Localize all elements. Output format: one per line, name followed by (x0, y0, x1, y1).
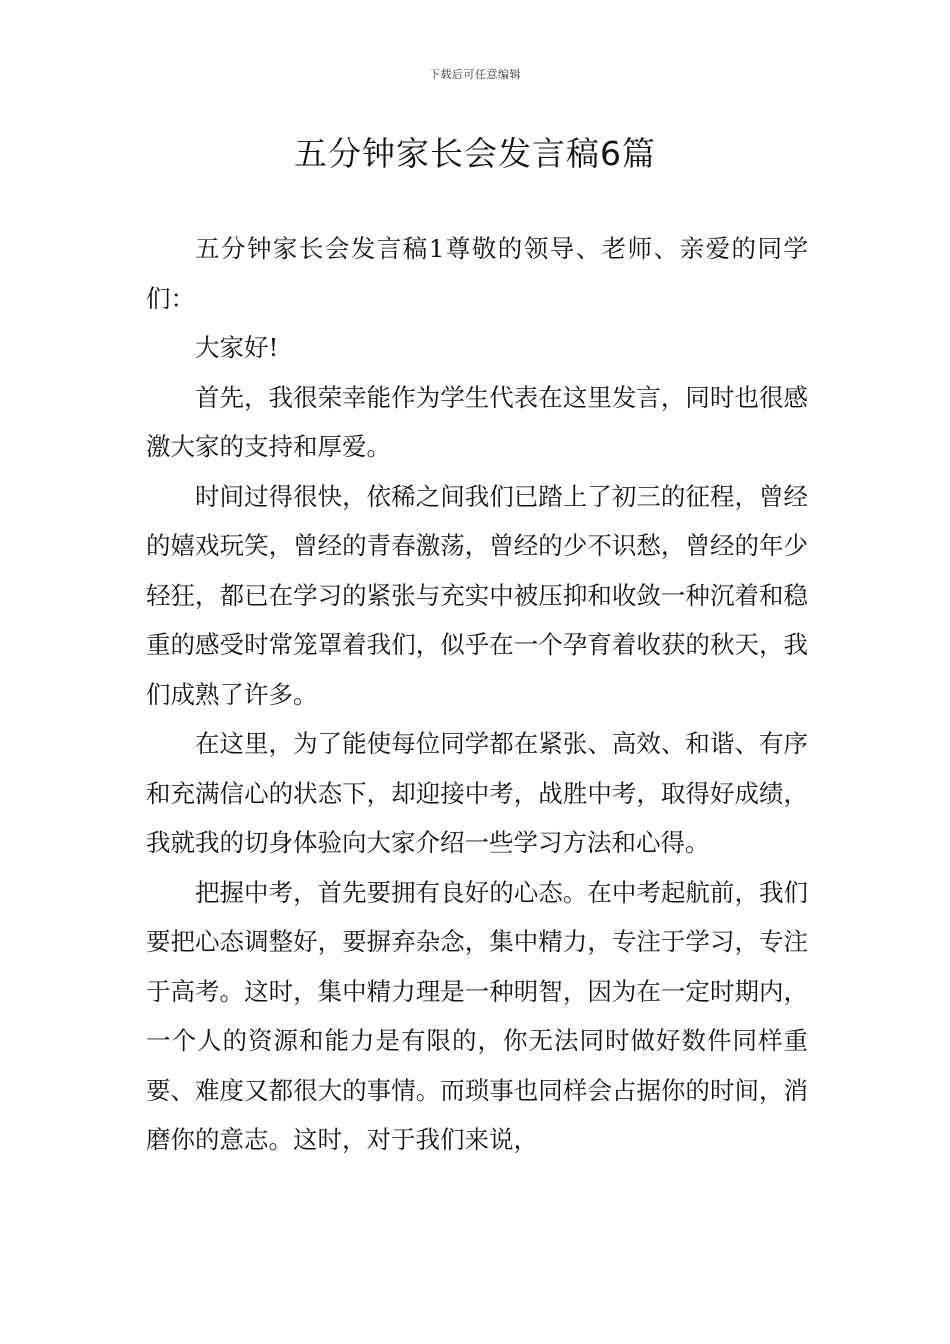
paragraph-greeting: 五分钟家长会发言稿1尊敬的领导、老师、亲爱的同学们： (146, 234, 808, 313)
paragraph-mindset: 把握中考，首先要拥有良好的心态。在中考起航前，我们要把心态调整好，要摒弃杂念，集中精力，专注于学习，专注于高考。这时，集中精力理是一种明智，因为在一定时期内，一个人的资源和能力是有限的，你无法同时做好数件同样重要、难度又都很大的事情。而琐事也同样会占据你的时间，消磨你的意志。这时，对于我们来说， (146, 877, 808, 1154)
header-note: 下载后可任意编辑 (429, 68, 521, 81)
paragraph-intro: 首先，我很荣幸能作为学生代表在这里发言，同时也很感激大家的支持和厚爱。 (146, 382, 808, 461)
paragraph-hello: 大家好! (195, 333, 279, 362)
paragraph-time: 时间过得很快，依稀之间我们已踏上了初三的征程，曾经的嬉戏玩笑，曾经的青春激荡，曾经的少不识愁，曾经的年少轻狂，都已在学习的紧张与充实中被压抑和收敛一种沉着和稳重的感受时常笼罩着我们，似乎在一个孕育着收获的秋天，我们成熟了许多。 (146, 481, 808, 709)
document-body (146, 224, 808, 1165)
document-title: 五分钟家长会发言稿6篇 (294, 134, 656, 173)
paragraph-purpose: 在这里，为了能使每位同学都在紧张、高效、和谐、有序和充满信心的状态下，却迎接中考，战胜中考，取得好成绩，我就我的切身体验向大家介绍一些学习方法和心得。 (146, 729, 808, 857)
